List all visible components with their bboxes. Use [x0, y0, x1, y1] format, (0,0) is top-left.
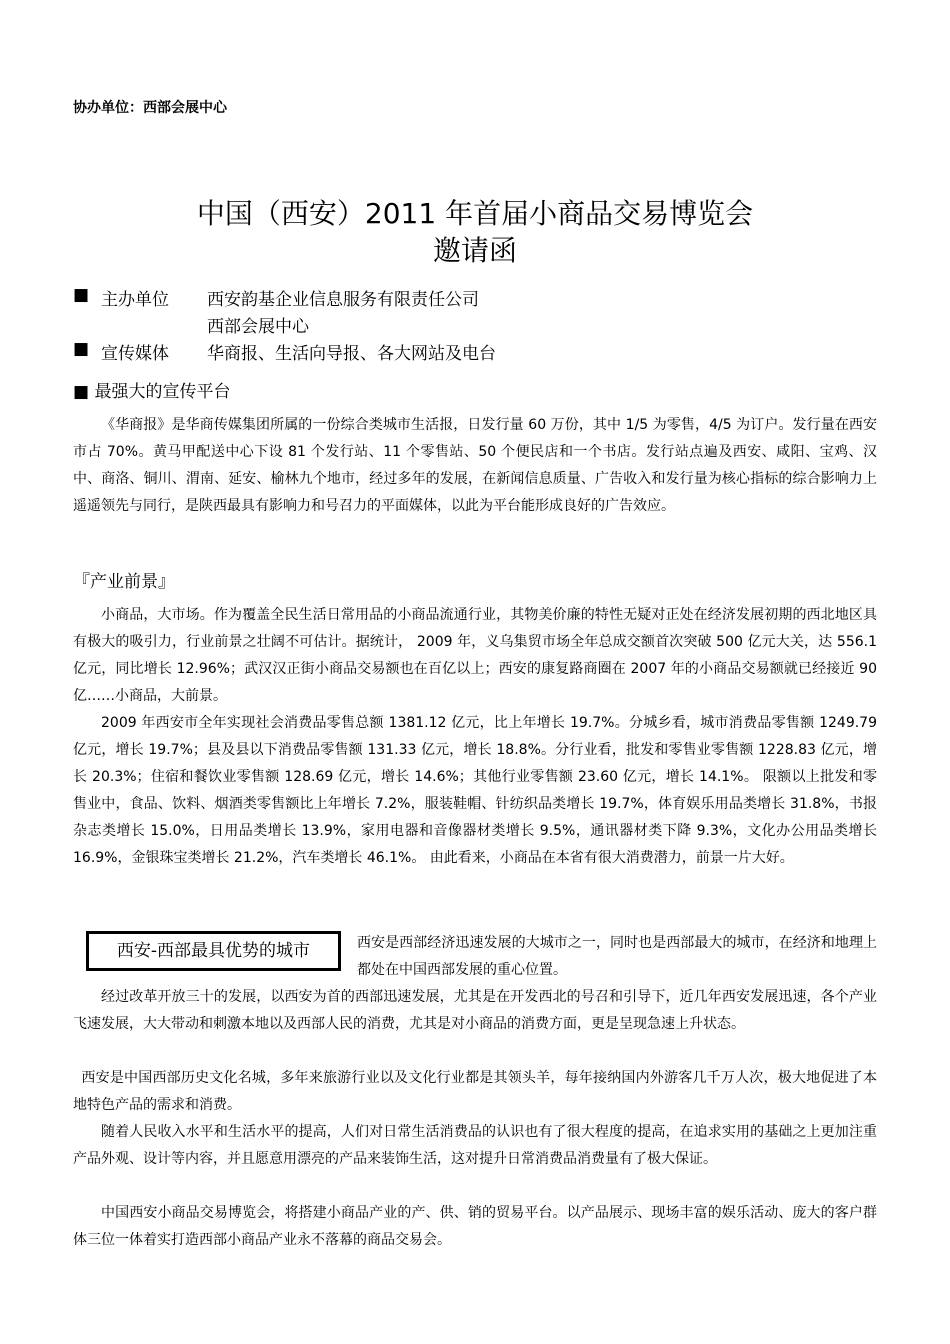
organizer-row	[0, 285, 950, 312]
media-row	[0, 339, 950, 366]
page-subtitle: 邀请函	[432, 234, 517, 267]
co-organizer: 协办单位：西部会展中心	[73, 100, 227, 116]
paragraph-xian-1: 经过改革开放三十的发展，以西安为首的西部迅速发展，尤其是在开发西北的号召和引导下，近几年西安发展迅速，各个产业飞速发展，大大带动和刺激本地以及西部人民的消费，尤其是对小商品的消费方面，更是呈现急速上升状态。	[73, 989, 877, 1032]
paragraph-prospects-1: 小商品，大市场。作为覆盖全民生活日常用品的小商品流通行业，其物美价廉的特性无疑对正处在经济发展初期的西北地区具有极大的吸引力，行业前景之壮阔不可估计。据统计， 2009 年，义乌集贸市场全年总成交额首次突破 500 亿元大关，达 556.1 亿元，同比增长 12.96%；武汉汉正街小商品交易额也在百亿以上；西安的康复路商圈在 2007 年的小商品交易额就已经接近 90 亿……小商品，大前景。	[73, 607, 877, 704]
media-label: 宣传媒体	[101, 344, 169, 364]
organizer-label: 主办单位	[101, 290, 169, 310]
paragraph-huashang: 《华商报》是华商传媒集团所属的一份综合类城市生活报，日发行量 60 万份，其中 1/5 为零售，4/5 为订户。发行量在西安市占 70%。黄马甲配送中心下设 81 个发行站、11 个零售站、50 个便民店和一个书店。发行站点遍及西安、咸阳、宝鸡、汉中、商洛、铜川、渭南、延安、榆林九个地市，经过多年的发展，在新闻信息质量、广告收入和发行量为核心指标的综合影响力上遥遥领先与同行，是陕西最具有影响力和号召力的平面媒体，以此为平台能形成良好的广告效应。	[73, 417, 877, 514]
paragraph-xian-intro: 西安是西部经济迅速发展的大城市之一，同时也是西部最大的城市，在经济和地理上都处在中国西部发展的重心位置。	[357, 935, 877, 978]
section-heading-prospects: 『产业前景』	[73, 572, 175, 592]
organizer-value-2: 西部会展中心	[207, 317, 309, 337]
organizer-value-1: 西安韵基企业信息服务有限责任公司	[207, 290, 479, 310]
paragraph-prospects-2: 2009 年西安市全年实现社会消费品零售总额 1381.12 亿元，比上年增长 19.7%。分城乡看，城市消费品零售额 1249.79 亿元，增长 19.7%；县及县以下消费品零售额 131.33 亿元，增长 18.8%。分行业看，批发和零售业零售额 1228.83 亿元，增长 20.3%；住宿和餐饮业零售额 128.69 亿元，增长 14.6%；其他行业零售额 23.60 亿元，增长 14.1%。 限额以上批发和零售业中，食品、饮料、烟酒类零售额比上年增长 7.2%，服装鞋帽、针纺织品类增长 19.7%，体育娱乐用品类增长 31.8%，书报杂志类增长 15.0%，日用品类增长 13.9%，家用电器和音像器材类增长 9.5%，通讯器材类下降 9.3%，文化办公用品类增长 16.9%，金银珠宝类增长 21.2%，汽车类增长 46.1%。 由此看来，小商品在本省有很大消费潜力，前景一片大好。	[73, 715, 877, 866]
paragraph-xian-2: 西安是中国西部历史文化名城，多年来旅游行业以及文化行业都是其领头羊，每年接纳国内外游客几千万人次，极大地促进了本地特色产品的需求和消费。	[73, 1070, 877, 1113]
page-title: 中国（西安）2011 年首届小商品交易博览会	[196, 197, 754, 230]
organizer-row-2	[0, 312, 950, 339]
bullet-square-icon: ■	[73, 339, 90, 359]
paragraph-xian-3: 随着人民收入水平和生活水平的提高，人们对日常生活消费品的认识也有了很大程度的提高，在追求实用的基础之上更加注重产品外观、设计等内容，并且愿意用漂亮的产品来装饰生活，这对提升日常消费品消费量有了极大保证。	[73, 1124, 877, 1167]
paragraph-xian-4: 中国西安小商品交易博览会，将搭建小商品产业的产、供、销的贸易平台。以产品展示、现场丰富的娱乐活动、庞大的客户群体三位一体着实打造西部小商品产业永不落幕的商品交易会。	[73, 1205, 877, 1248]
section-heading-platform: ■ 最强大的宣传平台	[73, 382, 231, 402]
media-value: 华商报、生活向导报、各大网站及电台	[207, 344, 496, 364]
bullet-square-icon: ■	[73, 285, 90, 305]
boxed-heading-xian: 西安-西部最具优势的城市	[86, 931, 341, 971]
